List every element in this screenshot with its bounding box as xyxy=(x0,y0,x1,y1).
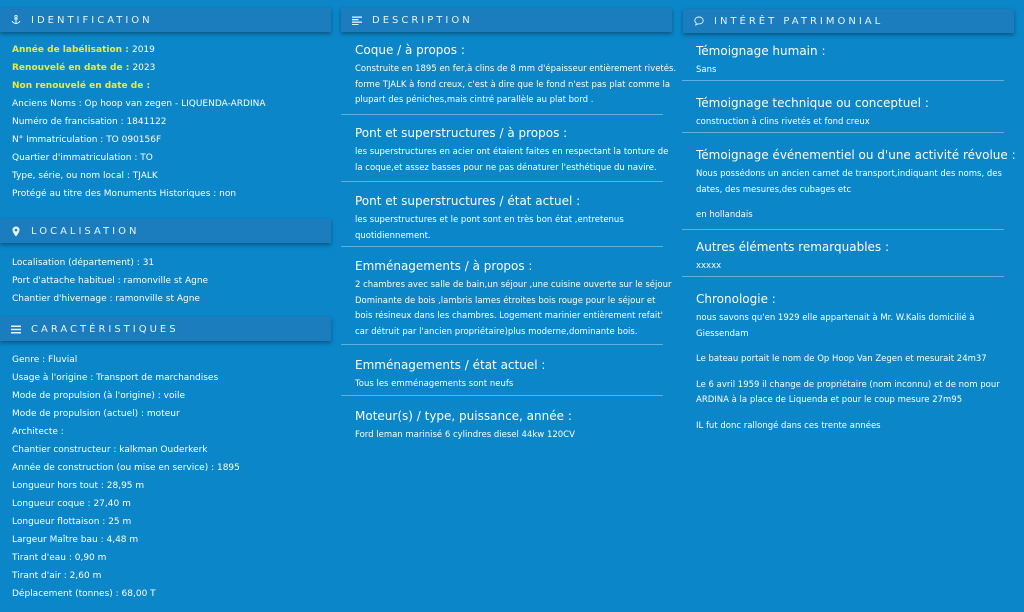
block-text: Sans xyxy=(696,65,717,75)
interet-block-evenementiel xyxy=(696,147,1018,224)
description-title: DESCRIPTION xyxy=(372,14,473,26)
block-text: xxxxx xyxy=(696,261,722,271)
interet-title: INTÉRÊT PATRIMONIAL xyxy=(714,15,884,27)
divider xyxy=(341,344,663,345)
label-year-row: Année de labélisation : 2019 xyxy=(12,45,155,55)
block-title: Emménagements / état actuel : xyxy=(355,358,546,372)
list-item: Tirant d'eau : 0,90 m xyxy=(12,553,107,563)
caracteristiques-list xyxy=(0,351,240,603)
identification-header xyxy=(0,8,331,32)
list-item: Quartier d'immatriculation : TO xyxy=(12,153,153,163)
identification-list xyxy=(0,41,266,203)
list-item: Longueur flottaison : 25 m xyxy=(12,517,132,527)
list-item: Chantier d'hivernage : ramonville st Agne xyxy=(12,294,200,304)
block-text: Nous possédons un ancien carnet de transport,indiquant des noms, des dates, des mesures,des cubages etc en hollandais xyxy=(696,169,1002,220)
block-text: nous savons qu'en 1929 elle appartenait à Mr. W.Kalis domicilié à Giessendam Le bateau portait le nom de Op Hoop Van Zegen et mesurait 24m37 Le 6 avril 1959 il change de propriétaire (nom inconnu) et de nom pour ARDINA à la place de Liquenda et pour le coup mesure 27m95 IL fut donc rallongé dans ces trente années xyxy=(696,313,1000,431)
description-block-emmenagements-etat xyxy=(355,357,677,393)
description-block-pont-apropos xyxy=(355,125,677,176)
renewed-row: Renouvelé en date de : 2023 xyxy=(12,63,156,73)
list-item: Mode de propulsion (à l'origine) : voile xyxy=(12,391,186,401)
block-text: Tous les emménagements sont neufs xyxy=(355,379,514,389)
list-item: Architecte : xyxy=(12,427,64,437)
list-item: Longueur hors tout : 28,95 m xyxy=(12,481,145,491)
block-title: Témoignage événementiel ou d'une activité révolue : xyxy=(696,148,1016,162)
list-item: Tirant d'air : 2,60 m xyxy=(12,571,102,581)
list-item: Année de construction (ou mise en service) : 1895 xyxy=(12,463,240,473)
localisation-header xyxy=(0,219,331,243)
divider xyxy=(682,80,1004,81)
interet-block-chronologie xyxy=(696,291,1018,434)
list-icon xyxy=(9,325,23,334)
list-item: Numéro de francisation : 1841122 xyxy=(12,117,167,127)
identification-title: IDENTIFICATION xyxy=(31,14,153,26)
divider xyxy=(341,395,663,396)
block-title: Témoignage humain : xyxy=(696,44,826,58)
block-text: Ford leman marinisé 6 cylindres diesel 44kw 120CV xyxy=(355,430,575,440)
list-item: Anciens Noms : Op hoop van zegen - LIQUENDA-ARDINA xyxy=(12,99,266,109)
block-title: Emménagements / à propos : xyxy=(355,259,533,273)
block-title: Autres éléments remarquables : xyxy=(696,240,890,254)
localisation-list xyxy=(0,254,208,308)
block-text: 2 chambres avec salle de bain,un séjour ,une cuisine ouverte sur le séjour Dominante de bois ,lambris lames étroites bois rouge pour le séjour et bois résineux dans les chambres. Logement marinier entièrement refait' car détruit par l'ancien propriétaire)plus moderne,dominante bois. xyxy=(355,280,672,337)
list-item: Largeur Maître bau : 4,48 m xyxy=(12,535,139,545)
description-block-emmenagements-apropos xyxy=(355,258,677,340)
localisation-title: LOCALISATION xyxy=(31,225,140,237)
block-text: construction à clins rivetés et fond creux xyxy=(696,117,870,127)
anchor-icon xyxy=(9,15,23,25)
description-block-moteur xyxy=(355,408,677,444)
block-title: Coque / à propos : xyxy=(355,43,465,57)
caracteristiques-title: CARACTÉRISTIQUES xyxy=(31,323,179,335)
divider xyxy=(682,132,1004,133)
list-item: Usage à l'origine : Transport de marchandises xyxy=(12,373,219,383)
divider xyxy=(341,246,663,247)
block-text: Construite en 1895 en fer,à clins de 8 mm d'épaisseur entièrement rivetés. forme TJALK à fond creux, c'est à dire que le fond n'est pas plat comme la plupart des péniches,mais cintré parallèle au plat bord . xyxy=(355,64,677,105)
list-item: Protégé au titre des Monuments Historiques : non xyxy=(12,189,237,199)
block-text: les superstructures et le pont sont en très bon état ,entretenus quotidiennement. xyxy=(355,215,624,241)
block-text: les superstructures en acier ont étaient faites en respectant la tonture de la coque,et assez basses pour ne pas dénaturer l'esthétique du navire. xyxy=(355,147,669,173)
align-left-icon xyxy=(350,16,364,25)
right-column xyxy=(683,0,1019,612)
block-title: Moteur(s) / type, puissance, année : xyxy=(355,409,572,423)
interet-block-technique xyxy=(696,95,1018,131)
description-block-coque xyxy=(355,42,677,109)
divider xyxy=(341,114,663,115)
description-block-pont-etat xyxy=(355,193,677,244)
block-title: Témoignage technique ou conceptuel : xyxy=(696,96,929,110)
not-renewed-row: Non renouvelé en date de : xyxy=(12,81,151,91)
divider xyxy=(682,229,1004,230)
divider xyxy=(682,276,1004,277)
interet-header xyxy=(683,9,1014,33)
list-item: Longueur coque : 27,40 m xyxy=(12,499,131,509)
map-pin-icon xyxy=(9,226,23,237)
list-item: Port d'attache habituel : ramonville st Agne xyxy=(12,276,209,286)
description-header xyxy=(341,8,672,32)
caracteristiques-header xyxy=(0,317,331,341)
list-item: Genre : Fluvial xyxy=(12,355,78,365)
list-item: Mode de propulsion (actuel) : moteur xyxy=(12,409,180,419)
interet-block-autres xyxy=(696,239,1018,275)
list-item: Localisation (département) : 31 xyxy=(12,258,155,268)
block-title: Chronologie : xyxy=(696,292,776,306)
comment-icon xyxy=(692,16,706,26)
middle-column xyxy=(341,0,677,612)
list-item: Déplacement (tonnes) : 68,00 T xyxy=(12,589,156,599)
interet-block-humain xyxy=(696,43,1018,79)
block-title: Pont et superstructures / état actuel : xyxy=(355,194,581,208)
block-title: Pont et superstructures / à propos : xyxy=(355,126,568,140)
divider xyxy=(341,181,663,182)
list-item: Type, série, ou nom local : TJALK xyxy=(12,171,158,181)
list-item: Chantier constructeur : kalkman Ouderkerk xyxy=(12,445,208,455)
list-item: N° Immatriculation : TO 090156F xyxy=(12,135,162,145)
